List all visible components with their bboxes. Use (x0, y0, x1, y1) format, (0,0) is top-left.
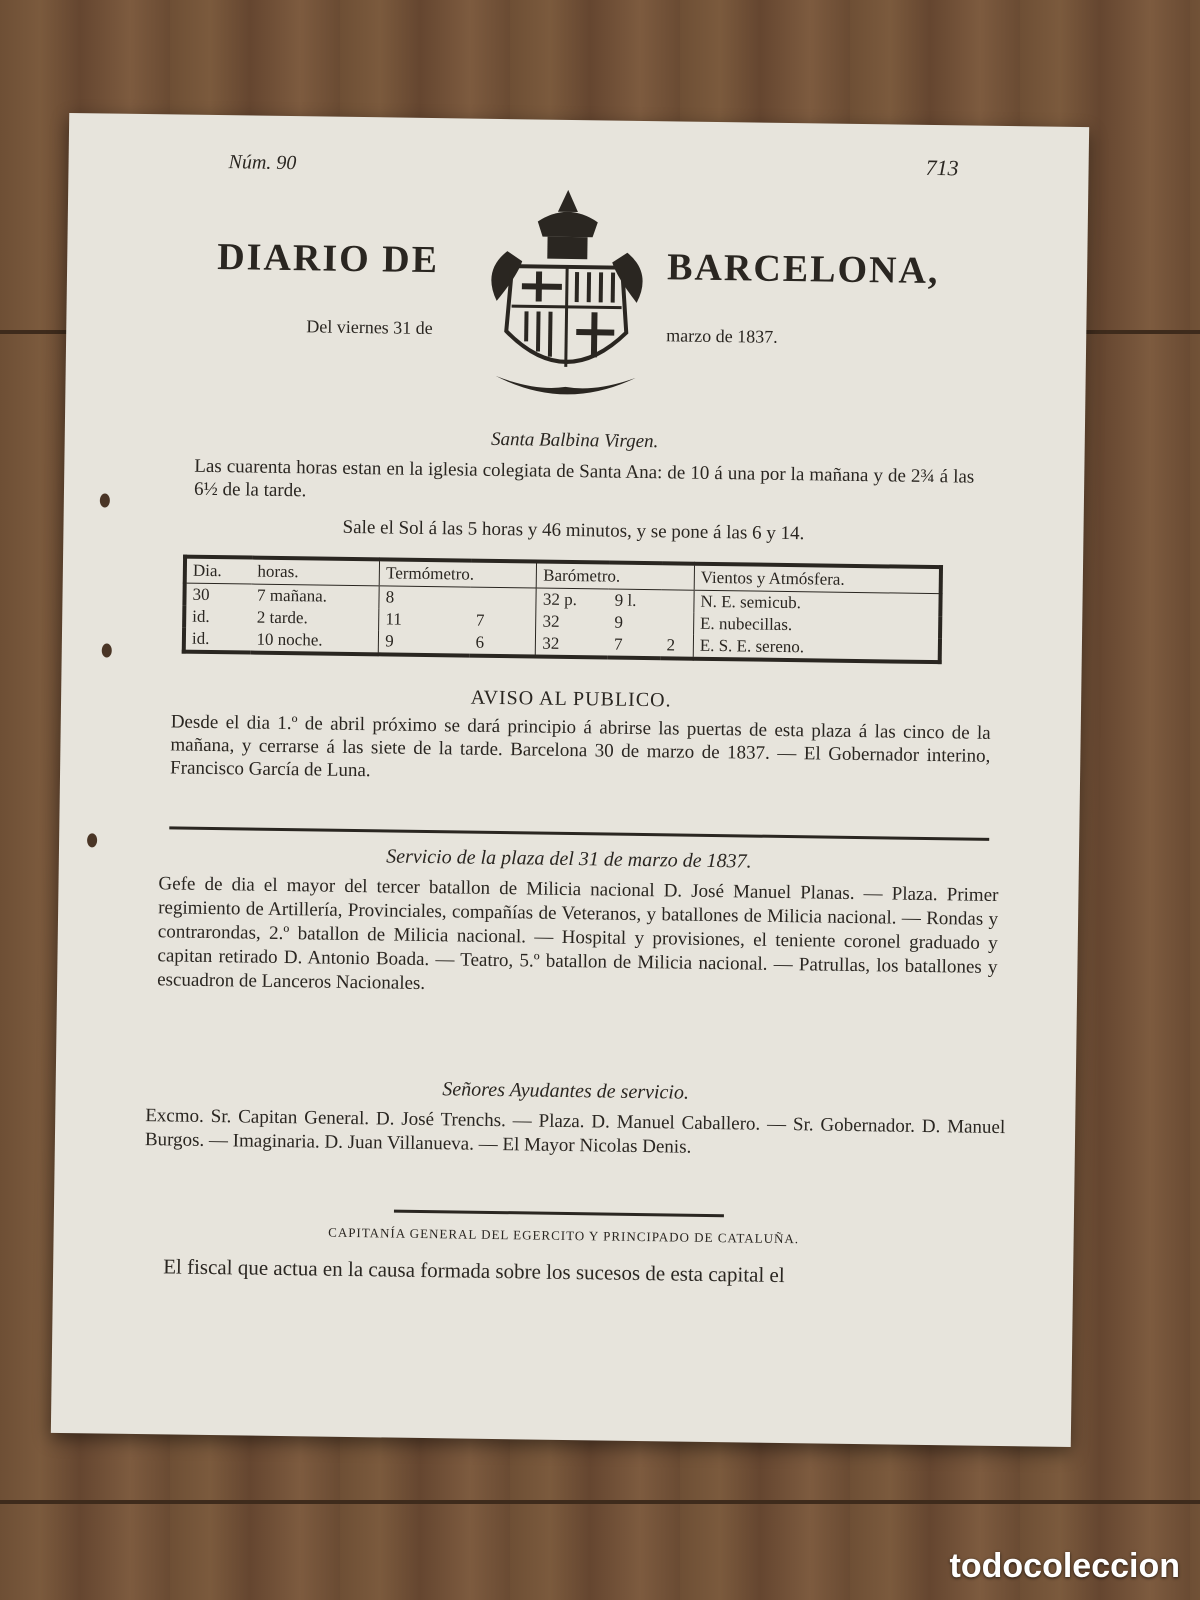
cell-term2: 6 (475, 632, 485, 652)
cell-baro3: 2 (666, 635, 676, 655)
cell-hora: 10 noche. (256, 629, 323, 650)
issue-number: Núm. 90 (228, 151, 297, 175)
aviso-title: AVISO AL PUBLICO. (470, 686, 672, 712)
cell-dia: id. (191, 628, 210, 648)
cell-hora: 7 mañana. (256, 585, 328, 606)
divider (394, 1210, 724, 1218)
cell-viento: N. E. semicub. (694, 590, 941, 616)
cell-viento: E. S. E. sereno. (693, 635, 940, 662)
col-horas: horas. (251, 558, 379, 586)
date-line-right: marzo de 1837. (666, 325, 778, 347)
cell-viento: E. nubecillas. (693, 613, 940, 638)
cell-baro3 (661, 612, 694, 634)
cell-term2: 7 (475, 610, 485, 630)
aviso-body: Desde el dia 1.º de abril próximo se dará principio á abrirse las puertas de esta plaza á las cinco de la mañana, y cerrarse á las siete de la tarde. Barcelona 30 de marzo de 1837. — El Gobernador interino, Francisco García de Luna. (169, 711, 991, 782)
date-line-left: Del viernes 31 de (306, 316, 433, 339)
cell-baro3 (661, 590, 694, 613)
barcelona-crest-icon (475, 181, 658, 403)
cell-dia: 30 (192, 584, 210, 604)
weather-table (182, 555, 943, 665)
masthead-title-left: DIARIO DE (216, 236, 440, 282)
servicio-body: Gefe de dia el mayor del tercer batallon de Milicia nacional D. José Manuel Planas. — Plaza. Primer regimiento de Artillería, Provinciales, compañías de Veteranos, y batallones de Milicia nacional. — Rondas y contrarondas, 2.º batallon de Milicia nacional. — Hospital y provisiones, el teniente coronel graduado y capitan retirado D. Antonio Boada. — Teatro, 5.º batallon de Milicia nacional. — Patrullas, los batallones y escuadron de Lanceros Nacionales. (157, 873, 999, 994)
cell-baro: 32 (536, 633, 609, 658)
ayudantes-body: Excmo. Sr. Capitan General. D. José Trenchs. — Plaza. D. Manuel Caballero. — Sr. Gobernador. D. Manuel Burgos. — Imaginaria. D. Juan Villanueva. — El Mayor Nicolas Denis. (144, 1105, 1006, 1158)
cell-term: 9 (378, 630, 469, 655)
newspaper-page (51, 113, 1089, 1447)
servicio-title: Servicio de la plaza del 31 de marzo de 1837. (386, 845, 752, 873)
fiscal-text: El fiscal que actua en la causa formada sobre los sucesos de esta capital el (163, 1254, 785, 1288)
capitania-heading: CAPITANÍA GENERAL DEL EGERCITO Y PRINCIPADO DE CATALUÑA. (328, 1224, 800, 1247)
ayudantes-title: Señores Ayudantes de servicio. (442, 1078, 690, 1104)
page-number: 713 (925, 154, 959, 181)
cell-term2 (470, 587, 536, 610)
masthead-title-right: BARCELONA, (666, 246, 940, 293)
cell-hora: 2 tarde. (256, 607, 308, 628)
cuarenta-horas-notice: Las cuarenta horas estan en la iglesia colegiata de Santa Ana: de 10 á una por la mañana y de 2¾ á las 6½ de la tarde. (193, 455, 975, 502)
cell-term: 8 (379, 586, 470, 610)
saint-of-day: Santa Balbina Virgen. (490, 428, 659, 453)
sunrise-sunset: Sale el Sol á las 5 horas y 46 minutos, y se pone á las 6 y 14. (342, 516, 805, 545)
watermark-logo: todocoleccion (949, 1547, 1180, 1585)
col-termometro: Termómetro. (379, 559, 537, 588)
cell-dia: id. (192, 606, 210, 626)
cell-baro2: 9 l. (614, 590, 637, 610)
cell-baro: 32 p. (536, 588, 609, 612)
cell-baro2: 7 (614, 634, 623, 654)
cell-term: 11 (379, 608, 470, 631)
col-dia: Dia. (185, 557, 252, 584)
divider (169, 826, 989, 840)
col-barometro: Barómetro. (537, 562, 695, 591)
cell-baro: 32 (536, 611, 609, 634)
cell-baro2: 9 (614, 612, 624, 632)
col-vientos: Vientos y Atmósfera. (694, 564, 941, 594)
